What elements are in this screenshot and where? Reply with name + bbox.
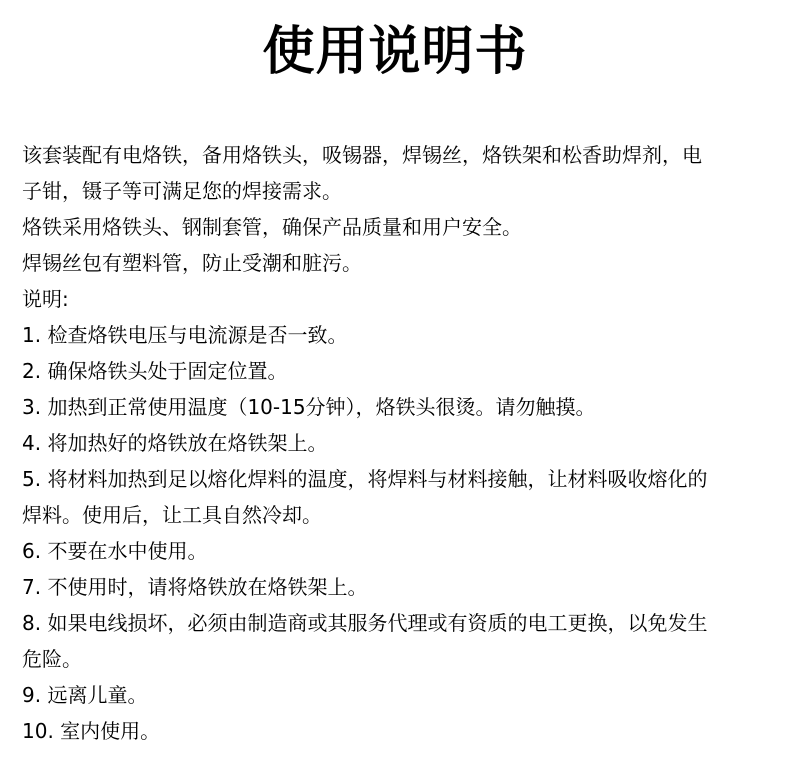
instruction-line: 1. 检查烙铁电压与电流源是否一致。	[22, 323, 348, 347]
instruction-line: 8. 如果电线损坏，必须由制造商或其服务代理或有资质的电工更换，以免发生	[22, 611, 708, 635]
instruction-line: 10. 室内使用。	[22, 719, 161, 743]
intro-line: 焊锡丝包有塑料管，防止受潮和脏污。	[22, 251, 362, 275]
instruction-line: 危险。	[22, 647, 82, 671]
manual-content	[22, 137, 770, 749]
instruction-line: 9. 远离儿童。	[22, 683, 148, 707]
intro-line: 子钳，镊子等可满足您的焊接需求。	[22, 179, 342, 203]
instructions-heading: 说明:	[22, 287, 69, 311]
instruction-line: 5. 将材料加热到足以熔化焊料的温度，将焊料与材料接触，让材料吸收熔化的	[22, 467, 708, 491]
intro-line: 烙铁采用烙铁头、钢制套管，确保产品质量和用户安全。	[22, 215, 522, 239]
instruction-line: 7. 不使用时，请将烙铁放在烙铁架上。	[22, 575, 368, 599]
instruction-line: 2. 确保烙铁头处于固定位置。	[22, 359, 288, 383]
page-title: 使用说明书	[262, 22, 528, 82]
instruction-line: 4. 将加热好的烙铁放在烙铁架上。	[22, 431, 328, 455]
instruction-line: 焊料。使用后，让工具自然冷却。	[22, 503, 322, 527]
intro-line: 该套装配有电烙铁，备用烙铁头，吸锡器，焊锡丝，烙铁架和松香助焊剂，电	[22, 143, 702, 167]
instruction-line: 6. 不要在水中使用。	[22, 539, 208, 563]
instruction-line: 3. 加热到正常使用温度（10-15分钟），烙铁头很烫。请勿触摸。	[22, 395, 596, 419]
